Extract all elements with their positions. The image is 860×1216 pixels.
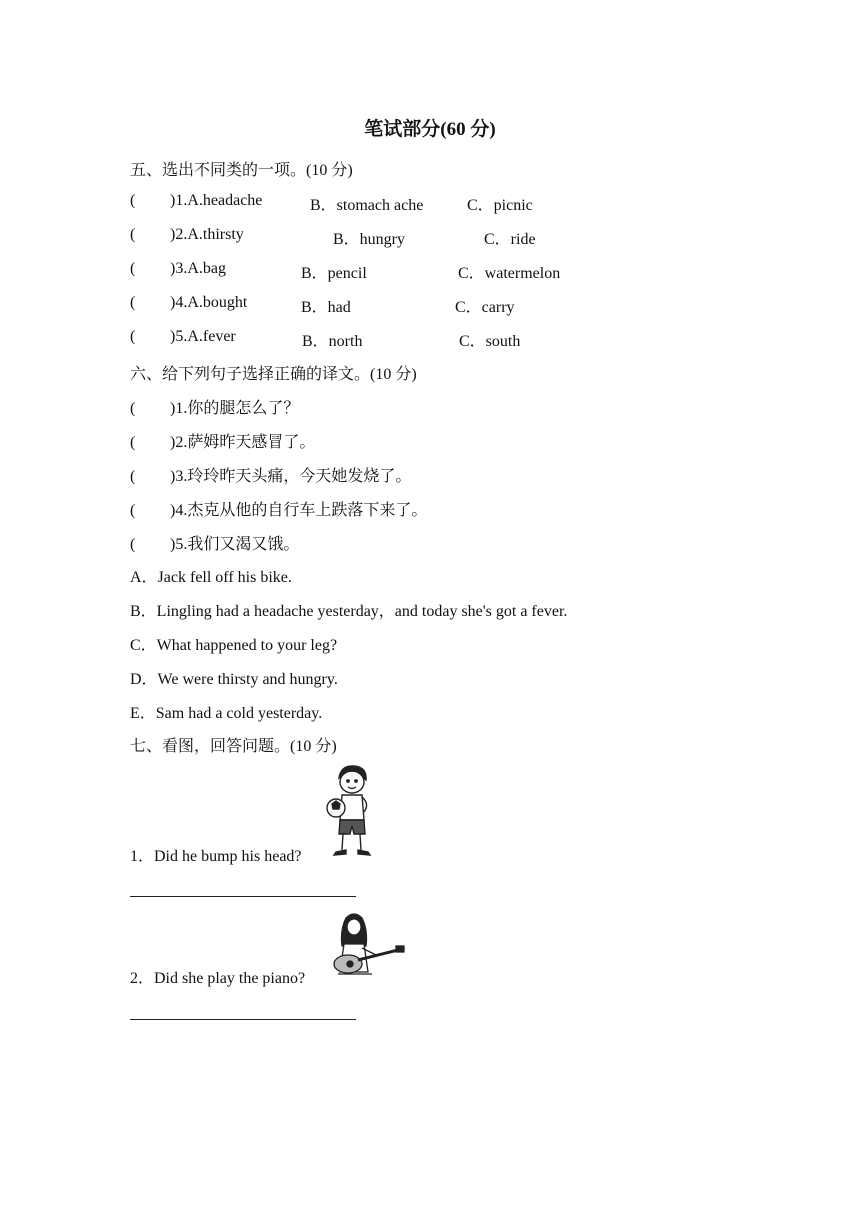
answer-paren[interactable]: ( <box>130 434 136 451</box>
answer-line-1[interactable] <box>130 896 356 897</box>
answer-paren[interactable]: ( <box>130 226 136 243</box>
section6-question: ( )3.玲玲昨天头痛，今天她发烧了。 <box>130 468 412 485</box>
translation-option: B．Lingling had a headache yesterday，and today she's got a fever. <box>130 603 568 620</box>
translation-option: E．Sam had a cold yesterday. <box>130 705 323 722</box>
option-b: B．pencil <box>301 265 367 282</box>
section5-question: ( )3.A.bag B．pencil C．watermelon <box>130 260 561 282</box>
question-2: 2．Did she play the piano? <box>130 970 306 987</box>
question-1: 1．Did he bump his head? <box>130 848 302 865</box>
translation-option: C．What happened to your leg? <box>130 637 338 654</box>
translation-option: A．Jack fell off his bike. <box>130 569 292 586</box>
answer-paren[interactable]: ( <box>130 260 136 277</box>
option-c: C．picnic <box>467 197 533 214</box>
translation-option: D．We were thirsty and hungry. <box>130 671 338 688</box>
section6-question: ( )4.杰克从他的自行车上跌落下来了。 <box>130 502 428 519</box>
section5-heading: 五、选出不同类的一项。(10 分) <box>130 162 353 179</box>
section6-heading: 六、给下列句子选择正确的译文。(10 分) <box>130 366 417 383</box>
section5-question: ( )2.A.thirsty B．hungry C．ride <box>130 226 536 248</box>
option-b: B．north <box>302 333 363 350</box>
section6-question: ( )2.萨姆昨天感冒了。 <box>130 434 316 451</box>
answer-paren[interactable]: ( <box>130 400 136 417</box>
option-c: C．ride <box>484 231 536 248</box>
option-c: C．watermelon <box>458 265 561 282</box>
answer-paren[interactable]: ( <box>130 536 136 553</box>
answer-paren[interactable]: ( <box>130 328 136 345</box>
answer-paren[interactable]: ( <box>130 502 136 519</box>
option-b: B．hungry <box>333 231 406 248</box>
answer-paren[interactable]: ( <box>130 192 136 209</box>
answer-line-2[interactable] <box>130 1019 356 1020</box>
option-b: B．stomach ache <box>310 197 424 214</box>
section5-question: ( )4.A.bought B．had C．carry <box>130 294 515 316</box>
option-c: C．south <box>459 333 521 350</box>
option-c: C．carry <box>455 299 515 316</box>
section5-question: ( )5.A.fever B．north C．south <box>130 328 521 350</box>
section6-question: ( )5.我们又渴又饿。 <box>130 536 300 553</box>
answer-paren[interactable]: ( <box>130 468 136 485</box>
section7-heading: 七、看图，回答问题。(10 分) <box>130 738 337 755</box>
page-title: 笔试部分(60 分) <box>364 119 496 140</box>
section5-question: ( )1.A.headache B．stomach ache C．picnic <box>130 192 533 214</box>
boy-with-ball-picture <box>324 762 376 858</box>
girl-with-guitar-picture <box>324 910 406 980</box>
answer-paren[interactable]: ( <box>130 294 136 311</box>
option-b: B．had <box>301 299 351 316</box>
section6-question: ( )1.你的腿怎么了？ <box>130 400 300 417</box>
